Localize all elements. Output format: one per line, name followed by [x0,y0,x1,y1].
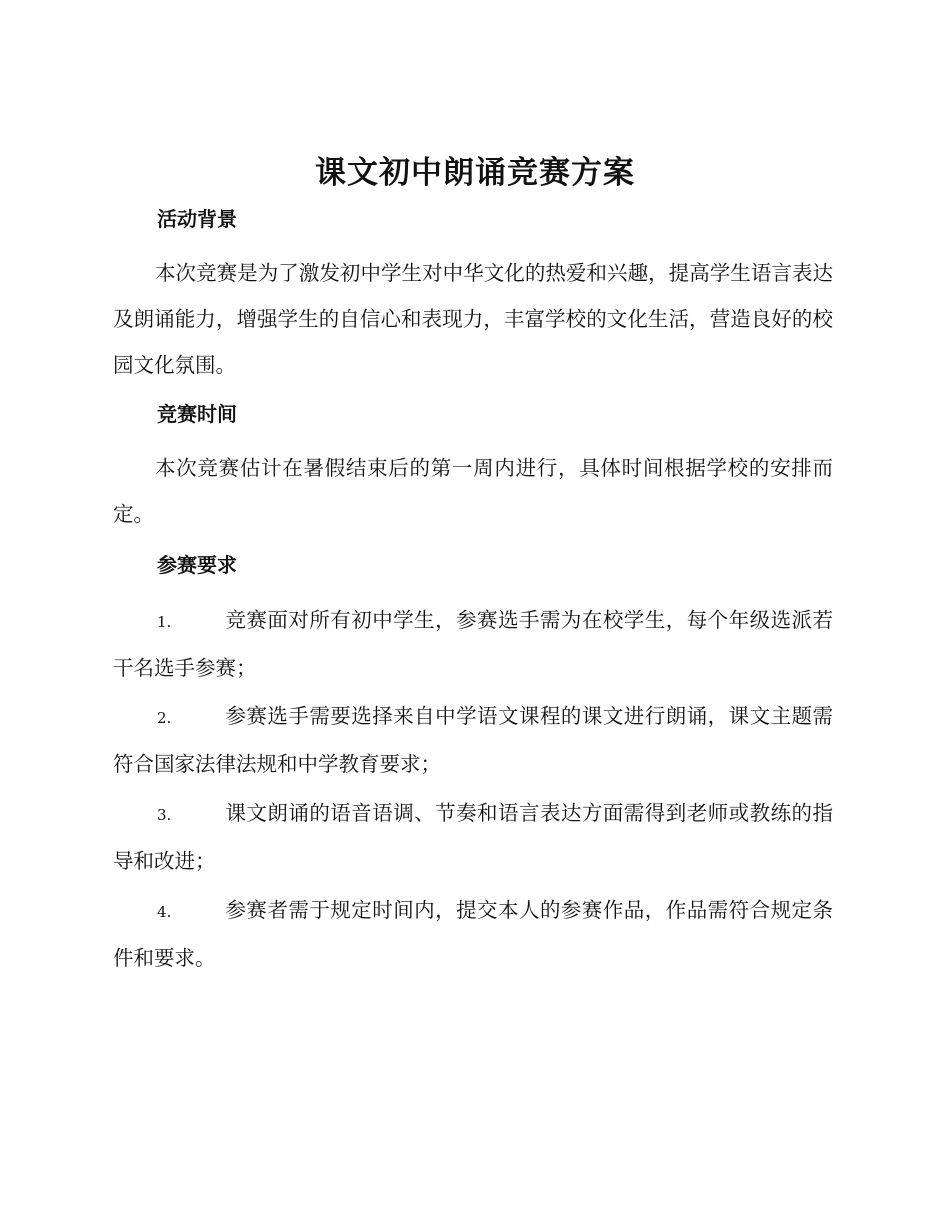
section-heading-requirements: 参赛要求 [157,553,237,577]
list-item [113,693,833,787]
section-paragraph-time: 本次竞赛估计在暑假结束后的第一周内进行，具体时间根据学校的安排而定。 [113,456,833,526]
list-item [113,597,833,691]
list-item-number: 4. [157,903,172,921]
list-item [113,790,833,884]
list-item [113,887,833,981]
section-heading-time: 竞赛时间 [157,402,237,426]
section-heading-background: 活动背景 [157,207,237,231]
list-item-text: 参赛选手需要选择来自中学语文课程的课文进行朗诵，课文主题需符合国家法律法规和中学教育要求； [113,704,833,776]
section-paragraph-background: 本次竞赛是为了激发初中学生对中华文化的热爱和兴趣，提高学生语言表达及朗诵能力，增强学生的自信心和表现力，丰富学校的文化生活，营造良好的校园文化氛围。 [113,261,833,377]
list-item-text: 课文朗诵的语音语调、节奏和语言表达方面需得到老师或教练的指导和改进； [113,801,833,873]
list-item-text: 竞赛面对所有初中学生，参赛选手需为在校学生，每个年级选派若干名选手参赛； [113,608,833,680]
list-item-number: 2. [157,709,172,727]
list-item-text: 参赛者需于规定时间内，提交本人的参赛作品，作品需符合规定条件和要求。 [113,898,833,970]
document-title: 课文初中朗诵竞赛方案 [315,155,635,191]
list-item-number: 3. [157,806,172,824]
list-item-number: 1. [157,613,172,631]
